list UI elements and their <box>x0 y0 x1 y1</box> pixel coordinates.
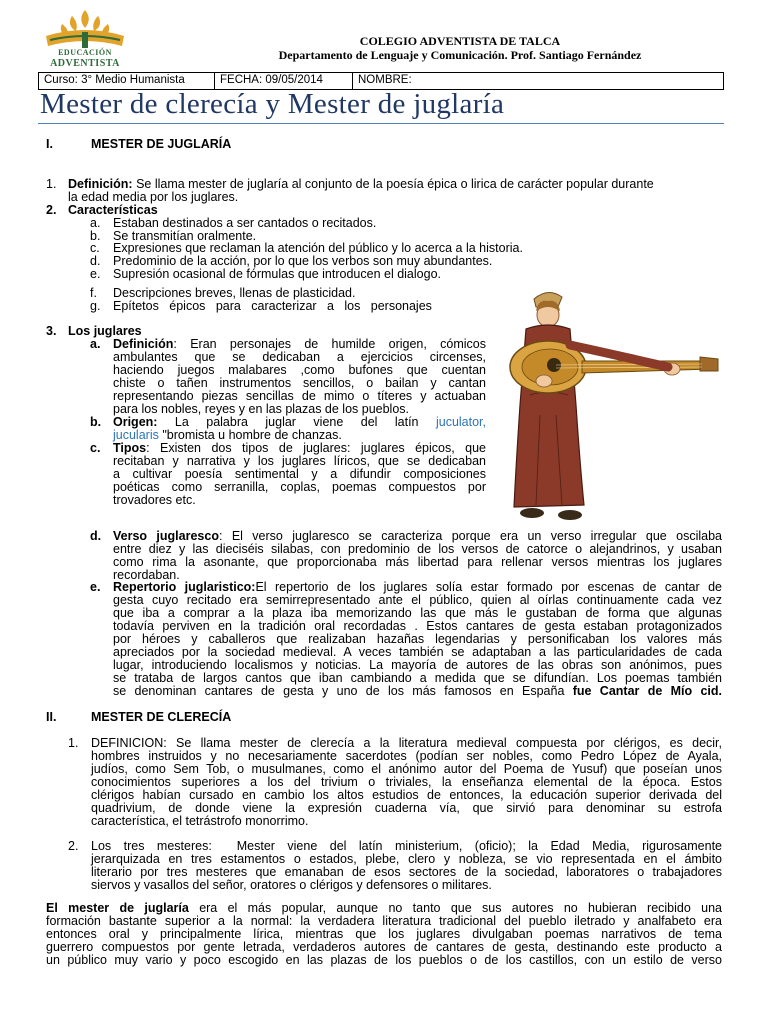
char-letter: f. <box>90 286 97 300</box>
char-text: Expresiones que reclaman la atención del público y lo acerca a la historia. <box>113 241 523 255</box>
clerecia-1-paragraph: DEFINICION: Se llama mester de clerecía a la literatura medieval compuesta por clérigos, es decir, hombres instruidos y no necesariamente sacerdotes (podían ser nobles, como Pedro López de Ayala, judíos, como Sem Tob, o musulmanes, como el anónimo autor del Poema de Yusuf) que poseían unos conocimientos superiores a los del trivium o triviales, la enseñanza elemental de la época. Estos clérigos habían cursado en cambio los altos estudios de entonces, la educación superior derivada del quadrivium, de donde viene la expresión cuaderna vía, que sirvió para denominar su estrofa característica, el tetrástrofo monorrimo. <box>91 736 722 828</box>
lute-player-icon <box>496 285 724 535</box>
item-3-label: Los juglares <box>68 324 142 338</box>
page-title: Mester de clerecía y Mester de juglaría <box>40 88 505 120</box>
item-3-number: 3. <box>46 324 57 338</box>
char-letter: g. <box>90 299 101 313</box>
fecha-field: FECHA: 09/05/2014 <box>215 73 353 89</box>
juglar-c-letter: c. <box>90 441 101 455</box>
section-1-number: I. <box>46 137 53 151</box>
section-2-number: II. <box>46 710 57 724</box>
clerecia-1-number: 1. <box>68 736 79 750</box>
school-logo <box>36 6 134 74</box>
char-letter: d. <box>90 254 101 268</box>
char-text: Epítetos épicos para caracterizar a los personajes <box>113 299 432 313</box>
juglar-a-letter: a. <box>90 337 101 351</box>
juglar-e-paragraph: Repertorio juglaristico:El repertorio de los juglares solía estar formado por escenas de cantar de gesta cuyo recitado era semirrepresentado ante el público, quien al oírlas continuamente cada vez que iba a comprar a la plaza iba memorizando las que más le gustaban de forma que algunas todavía perviven en la tradición oral recordadas . Estos cantares de gesta estaban protagonizados por héroes y caballeros que realizaban hazañas legendarias y personificaban los valores más apreciados por la sociedad medieval. A veces también se adaptaban a las particularidades de cada lugar, introduciendo localismos y noticias. La mayoría de autores de las obras son anónimos, pues se trataba de largos cantos que iban cambiando a medida que se difundían. Los poemas también se denominan cantares de gesta y uno de los más famosos en España fue Cantar de Mío cid. <box>113 580 722 698</box>
juglar-c-paragraph: Tipos: Existen dos tipos de juglares: juglares épicos, que recitaban y narrativa y los juglares líricos, que se dedicaban a cultivar poesía sentimental y a difundir composiciones poéticas como serranilla, coplas, poemas compuestos por trovadores etc. <box>113 441 486 507</box>
logo-text-bottom: ADVENTISTA <box>50 58 120 69</box>
char-letter: c. <box>90 241 100 255</box>
char-letter: e. <box>90 267 101 281</box>
juglar-e-letter: e. <box>90 580 101 594</box>
juglar-b-letter: b. <box>90 415 102 429</box>
item-1-text: Definición: Se llama mester de juglaría al conjunto de la poesía épica o lirica de carácter popular durante <box>68 177 654 191</box>
item-1-text-2: la edad media por los juglares. <box>68 190 239 204</box>
clerecia-2-number: 2. <box>68 839 79 853</box>
char-text: Predominio de la acción, por lo que los verbos son muy abundantes. <box>113 254 493 268</box>
juglar-d-letter: d. <box>90 529 102 543</box>
item-1-number: 1. <box>46 177 57 191</box>
char-text: Descripciones breves, llenas de plasticidad. <box>113 286 356 300</box>
nombre-field: NOMBRE: <box>358 74 412 86</box>
jester-illustration <box>496 285 724 535</box>
section-2-heading: MESTER DE CLERECÍA <box>91 710 232 724</box>
title-rule <box>38 123 724 124</box>
school-name: COLEGIO ADVENTISTA DE TALCA <box>359 34 561 48</box>
juglaria-popular-paragraph: El mester de juglaría era el más popular, aunque no tanto que sus autores no hubieran recibido una formación bastante superior a la normal: la verdadera literatura tradicional del pueblo iletrado y analfabeto era entonces oral y principalmente lírica, mientras que los juglares divulgaban poemas narrativos de tema guerrero compuestos por gente letrada, verdaderos autores de cantares de gesta, destinando este producto a un público muy vario y poco escogido en las plazas de los pueblos o de los castillos, con un estilo de verso <box>46 901 722 967</box>
juglar-b-paragraph: Origen: La palabra juglar viene del latín juculator, jucularis "bromista u hombre de chanzas. <box>113 415 486 442</box>
char-text: Estaban destinados a ser cantados o recitados. <box>113 216 377 230</box>
school-header <box>180 34 740 62</box>
char-letter: b. <box>90 229 101 243</box>
item-2-label: Características <box>68 203 158 217</box>
item-2-number: 2. <box>46 203 57 217</box>
char-text: Supresión ocasional de fórmulas que introducen el dialogo. <box>113 267 441 281</box>
section-1-heading: MESTER DE JUGLARÍA <box>91 137 232 151</box>
juglar-d-paragraph: Verso juglaresco: El verso juglaresco se caracteriza porque era un verso irregular que oscilaba entre diez y las dieciséis silabas, con predominio de los versos de catorce o alejandrinos, y usaban como rima la asonante, que proporcionaba más libertad para rellenar versos mientras los juglares recordaban. <box>113 529 722 582</box>
curso-field: Curso: 3° Medio Humanista <box>39 73 215 89</box>
char-letter: a. <box>90 216 101 230</box>
char-text: Se transmitían oralmente. <box>113 229 257 243</box>
logo-text-top: EDUCACIÓN <box>58 48 112 57</box>
clerecia-2-paragraph: Los tres mesteres: Mester viene del latín ministerium, (oficio); la Edad Media, rigurosamente jerarquizada en tres estamentos o estados, plebe, clero y nobleza, se vio representada en el ámbito literario por tres mesteres que emanaban de esos sectores de la sociedad, laboratores o trabajadores siervos y vasallos del señor, oratores o clérigos y defensores o militares. <box>91 839 722 892</box>
juglar-a-paragraph: Definición: Eran personajes de humilde origen, cómicos ambulantes que se dedicaban a ejercicios circenses, haciendo juegos malabares ,como bufones que cuentan chiste o tañen instrumentos sencillos, o bailan y cantan representando piezas sencillas de mimo o títeres y actuaban para los nobles, reyes y en las plazas de los pueblos. <box>113 337 486 416</box>
department-name: Departamento de Lenguaje y Comunicación. Prof. Santiago Fernández <box>278 48 642 62</box>
